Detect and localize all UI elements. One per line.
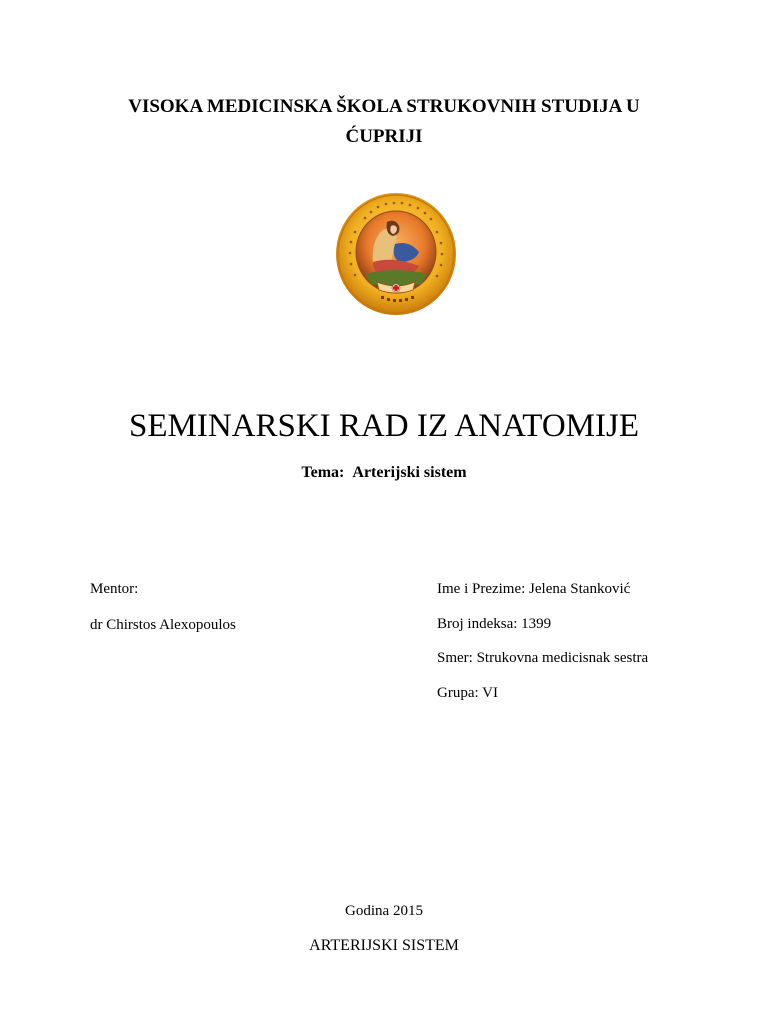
school-seal-icon bbox=[335, 192, 457, 316]
student-name: Ime i Prezime: Jelena Stanković bbox=[437, 581, 631, 597]
student-block bbox=[437, 578, 648, 716]
section-heading: ARTERIJSKI SISTEM bbox=[309, 937, 459, 954]
student-track: Smer: Strukovna medicisnak sestra bbox=[437, 650, 649, 666]
institution-name bbox=[0, 92, 768, 152]
student-group: Grupa: VI bbox=[437, 684, 498, 701]
topic-line bbox=[0, 462, 768, 484]
mentor-name: dr Chirstos Alexopoulos bbox=[90, 617, 236, 633]
year-line: Godina 2015 bbox=[345, 903, 423, 919]
topic-label: Tema: bbox=[301, 464, 345, 481]
institution-line-1: VISOKA MEDICINSKA ŠKOLA STRUKOVNIH STUDIJA U bbox=[128, 96, 640, 117]
topic-value: Arterijski sistem bbox=[352, 464, 467, 481]
document-title: SEMINARSKI RAD IZ ANATOMIJE bbox=[128, 408, 639, 444]
mentor-label: Mentor: bbox=[90, 581, 139, 597]
mentor-block bbox=[90, 578, 236, 649]
institution-line-2: ĆUPRIJI bbox=[345, 126, 423, 147]
student-index: Broj indeksa: 1399 bbox=[437, 615, 552, 632]
